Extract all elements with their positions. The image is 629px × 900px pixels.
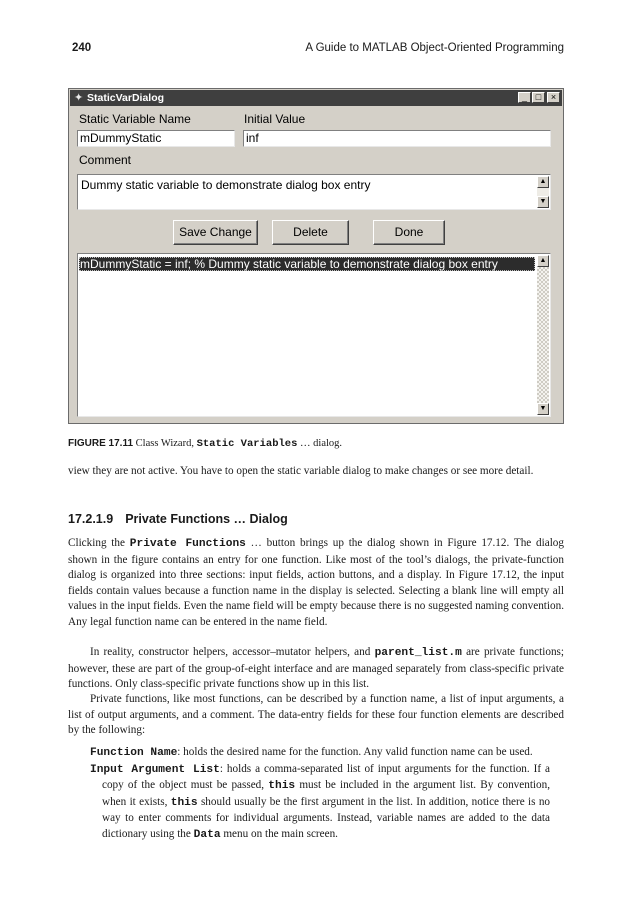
caption-code: Static Variables	[196, 438, 298, 450]
close-button[interactable]: ×	[547, 92, 560, 103]
scroll-up-arrow-icon[interactable]: ▲	[537, 176, 549, 188]
running-head	[72, 42, 564, 60]
figure-label: FIGURE 17.11	[68, 438, 134, 449]
definition-term: Function Name	[90, 747, 178, 759]
definition-list	[90, 745, 550, 844]
comment-text: Dummy static variable to demonstrate dialog box entry	[81, 178, 371, 192]
list-scrollbar[interactable]	[537, 255, 549, 415]
scroll-down-arrow-icon[interactable]: ▼	[537, 196, 549, 208]
initial-value-label: Initial Value	[244, 112, 306, 126]
delete-button[interactable]: Delete	[272, 220, 349, 245]
static-variable-list[interactable]	[77, 253, 551, 417]
inline-code: Private Functions	[129, 538, 246, 550]
comment-textarea[interactable]	[77, 174, 551, 210]
static-var-dialog	[68, 88, 564, 424]
scroll-down-arrow-icon[interactable]: ▼	[537, 403, 549, 415]
book-title: A Guide to MATLAB Object-Oriented Programming	[305, 42, 564, 54]
inline-code: parent_list.m	[374, 647, 462, 659]
minimize-button[interactable]: _	[518, 92, 531, 103]
section-heading	[68, 512, 288, 526]
initial-value-input[interactable]: inf	[243, 130, 551, 147]
paragraph: Private functions, like most functions, can be described by a function name, a list of input arguments, a list of output arguments, and a comment. The data-entry fields for these four function elements are described by the following:	[68, 693, 564, 737]
scroll-up-arrow-icon[interactable]: ▲	[537, 255, 549, 267]
section-title: Private Functions … Dialog	[125, 512, 288, 526]
maximize-button[interactable]: □	[532, 92, 545, 103]
paragraph: view they are not active. You have to open the static variable dialog to make changes or see more detail.	[68, 465, 534, 477]
dialog-titlebar[interactable]	[70, 90, 562, 106]
static-variable-name-input[interactable]: mDummyStatic	[77, 130, 235, 147]
definition-item: Function Name: holds the desired name for the function. Any valid function name can be used.	[90, 746, 533, 759]
save-change-button[interactable]: Save Change	[173, 220, 258, 245]
definition-term: Input Argument List	[90, 763, 220, 776]
definition-item: Input Argument List: holds a comma-separated list of input arguments for the function. If a copy of the object must be passed, this must be included in the argument list. By convention, when it exists, this should usually be the first argument in the list. In addition, notice there is no way to enter comments for individual arguments. Instead, variable names are added to the data dictionary using the Data menu on the main screen.	[90, 762, 551, 841]
section-number: 17.2.1.9	[68, 512, 114, 526]
list-item[interactable]: mDummyStatic = inf; % Dummy static variable to demonstrate dialog box entry	[79, 257, 535, 271]
done-button[interactable]: Done	[373, 220, 445, 245]
caption-text: Class Wizard,	[135, 438, 194, 449]
static-variable-name-label: Static Variable Name	[79, 112, 191, 126]
dialog-title: StaticVarDialog	[87, 92, 165, 104]
comment-scrollbar[interactable]	[537, 176, 549, 208]
paragraph: Clicking the Private Functions … button brings up the dialog shown in Figure 17.12. The dialog shown in the figure contains an entry for one function. Like most of the tool’s dialogs, the private-function dialog is organized into three sections: input fields, action buttons, and a display. In Figure 17.12, the input fields contain values because a function name in the display is selected. Selecting a blank line will empty all values in the input fields. Even the name field will be empty because there is no suggested naming convention. Any legal function name can be entered in the name field.	[68, 537, 564, 628]
caption-text-end: … dialog.	[300, 438, 343, 449]
page-number: 240	[72, 42, 92, 54]
matlab-icon: ✦	[74, 92, 84, 104]
comment-label: Comment	[79, 153, 132, 167]
paragraph: In reality, constructor helpers, accessor–mutator helpers, and parent_list.m are private functions; however, these are part of the group-of-eight interface and are managed separately from class-specific private functions. Only class-specific private functions show up in this list.	[68, 646, 565, 691]
figure-caption	[68, 438, 342, 450]
